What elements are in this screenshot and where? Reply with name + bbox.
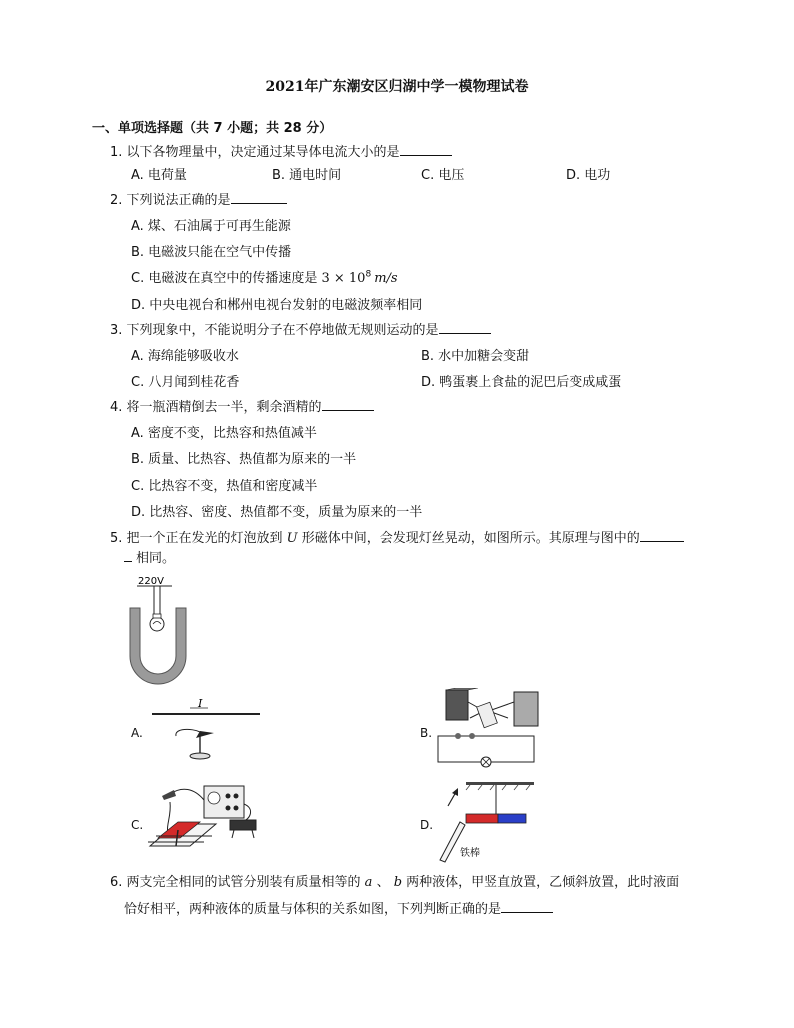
suspended-magnet-figure: [434, 776, 538, 864]
question-5: 5. 把一个正在发光的灯泡放到 U 形磁体中间，会发现灯丝晃动，如图所示。其原理与图中的: [110, 529, 684, 548]
option: D. 中央电视台和郴州电视台发射的电磁波频率相同: [131, 298, 423, 313]
ceiling-bar: [466, 782, 534, 785]
answer-blank: [322, 398, 374, 411]
generator-circuit-figure: [436, 688, 546, 772]
option: B. 电磁波只能在空气中传播: [131, 245, 292, 260]
option-a-label: A.: [131, 726, 143, 740]
current-label: I: [198, 697, 203, 710]
answer-blank: [124, 549, 132, 562]
magnet-blue-pole: [498, 814, 526, 823]
question-5-line2: 相同。: [124, 549, 175, 568]
answer-blank: [400, 143, 452, 156]
question-4: [110, 398, 374, 417]
option: D. 鸭蛋裹上食盐的泥巴后变成咸蛋: [421, 375, 622, 390]
question-3-stem: 3. 下列现象中，不能说明分子在不停地做无规则运动的是: [110, 323, 439, 338]
compass-needle-icon: [196, 731, 214, 738]
question-2-stem: 2. 下列说法正确的是: [110, 193, 231, 208]
option: A. 密度不变，比热容和热值减半: [131, 426, 317, 441]
section-heading: 一、单项选择题（共 7 小题；共 28 分）: [92, 121, 333, 136]
question-6: 6. 两支完全相同的试管分别装有质量相等的 a 、 b 两种液体，甲竖直放置，乙倾斜放置，此时液面: [110, 875, 680, 890]
answer-blank: [231, 191, 287, 204]
bulb-icon: [150, 617, 164, 631]
option: A. 海绵能够吸收水: [131, 349, 239, 364]
answer-blank: [640, 529, 684, 542]
option-b-label: B.: [420, 726, 433, 740]
question-1: [110, 143, 452, 162]
option: B. 水中加糖会变甜: [421, 349, 530, 364]
option: A. 煤、石油属于可再生能源: [131, 219, 291, 234]
rail-motor-figure: [142, 780, 274, 858]
option: B. 通电时间: [272, 168, 342, 183]
option: A. 电荷量: [131, 168, 187, 183]
option: D. 比热容、密度、热值都不变，质量为原来的一半: [131, 505, 423, 520]
iron-rod-label: 铁棒: [460, 848, 480, 859]
wire-compass-figure: [148, 694, 266, 766]
option: B. 质量、比热容、热值都为原来的一半: [131, 452, 357, 467]
option: C. 八月闻到桂花香: [131, 375, 240, 390]
option-c-label: C.: [131, 818, 144, 832]
answer-blank: [501, 900, 553, 913]
option: C. 比热容不变，热值和密度减半: [131, 479, 318, 494]
option: C. 电磁波在真空中的传播速度是 $3 \times 10^8$ m/s: [131, 269, 398, 286]
question-2: [110, 191, 287, 210]
question-6-line2: 恰好相平，两种液体的质量与体积的关系如图，下列判断正确的是: [124, 900, 553, 919]
answer-blank: [439, 321, 491, 334]
option-d-label: D.: [420, 818, 434, 832]
voltage-label: 220V: [138, 576, 164, 587]
question-3: [110, 321, 491, 340]
question-4-stem: 4. 将一瓶酒精倒去一半，剩余酒精的: [110, 400, 322, 415]
option: D. 电功: [566, 168, 611, 183]
option: C. 电压: [421, 168, 465, 183]
u-magnet-bulb-figure: [120, 572, 200, 688]
question-1-stem: 1. 以下各物理量中，决定通过某导体电流大小的是: [110, 145, 400, 160]
magnet-red-pole: [466, 814, 498, 823]
page-title: 2021年广东潮安区归湖中学一模物理试卷: [265, 79, 529, 95]
